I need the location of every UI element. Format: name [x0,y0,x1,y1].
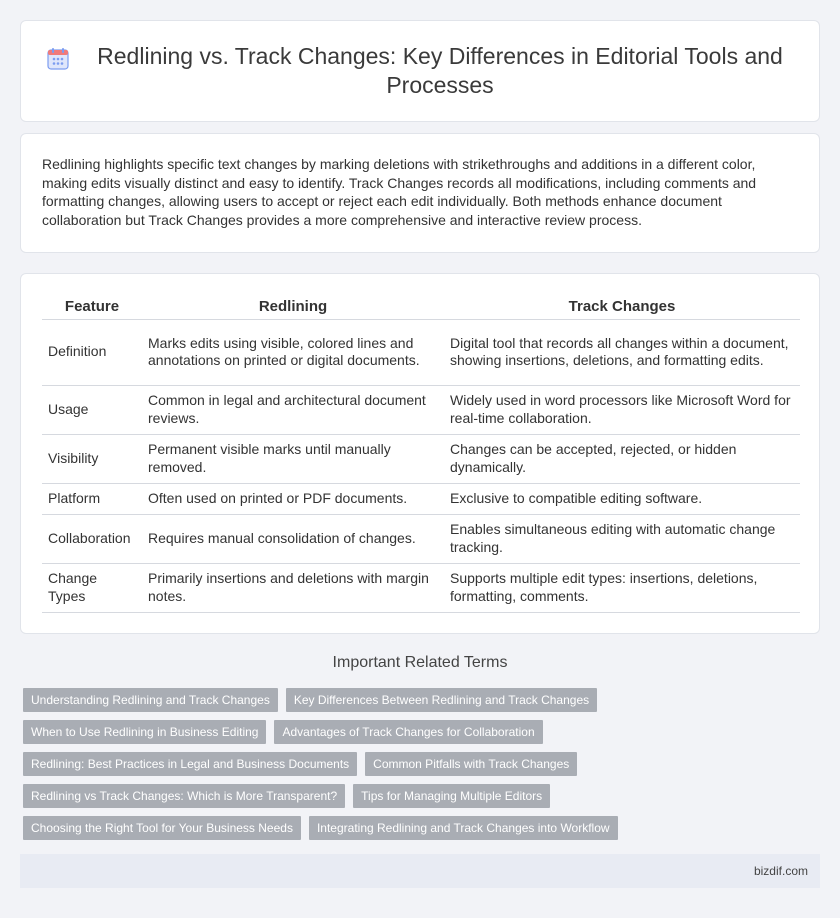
cell-feature: Change Types [42,563,142,612]
related-term-tag[interactable]: Common Pitfalls with Track Changes [365,752,577,776]
calendar-icon [47,47,69,71]
cell-redlining: Often used on printed or PDF documents. [142,483,444,514]
table-row [42,434,800,483]
cell-track-changes: Widely used in word processors like Microsoft Word for real-time collaboration. [444,385,800,434]
table-header-row [42,294,800,319]
related-term-tag[interactable]: Key Differences Between Redlining and Track Changes [286,688,597,712]
related-term-tag[interactable]: Redlining vs Track Changes: Which is More Transparent? [23,784,345,808]
header-redlining: Redlining [142,294,444,319]
cell-track-changes: Changes can be accepted, rejected, or hidden dynamically. [444,434,800,483]
cell-track-changes: Digital tool that records all changes within a document, showing insertions, deletions, and formatting edits. [444,319,800,385]
tag-row [23,720,813,744]
tag-row [23,784,813,808]
tag-row [23,688,813,712]
related-terms-title: Important Related Terms [332,654,508,671]
tag-row [23,752,813,776]
cell-feature: Platform [42,483,142,514]
table-row [42,514,800,563]
intro-card [20,133,820,253]
header-feature: Feature [42,294,142,319]
cell-track-changes: Exclusive to compatible editing software. [444,483,800,514]
related-term-tag[interactable]: Choosing the Right Tool for Your Business Needs [23,816,301,840]
table-row [42,563,800,612]
footer-site-link[interactable]: bizdif.com [753,864,808,878]
cell-redlining: Primarily insertions and deletions with margin notes. [142,563,444,612]
cell-redlining: Requires manual consolidation of changes. [142,514,444,563]
cell-track-changes: Enables simultaneous editing with automatic change tracking. [444,514,800,563]
cell-feature: Definition [42,319,142,385]
cell-redlining: Common in legal and architectural document reviews. [142,385,444,434]
table-row [42,385,800,434]
related-term-tag[interactable]: When to Use Redlining in Business Editing [23,720,266,744]
cell-track-changes: Supports multiple edit types: insertions, deletions, formatting, comments. [444,563,800,612]
page-title: Redlining vs. Track Changes: Key Differences in Editorial Tools and Processes [97,43,783,98]
related-term-tag[interactable]: Tips for Managing Multiple Editors [353,784,550,808]
related-terms-list [23,688,813,848]
cell-feature: Collaboration [42,514,142,563]
footer [20,854,820,888]
tag-row [23,816,813,840]
header-card [20,20,820,122]
comparison-table [42,294,800,613]
related-term-tag[interactable]: Advantages of Track Changes for Collaboration [274,720,542,744]
table-row [42,319,800,385]
cell-redlining: Marks edits using visible, colored lines and annotations on printed or digital documents. [142,319,444,385]
intro-text: Redlining highlights specific text changes by marking deletions with strikethroughs and additions in a different color, making edits visually distinct and easy to identify. Track Changes records all modifications, including comments and formatting changes, allowing users to accept or reject each edit individually. Both methods enhance document collaboration but Track Changes provides a more comprehensive and interactive review process. [42,156,757,228]
header-track-changes: Track Changes [444,294,800,319]
cell-feature: Visibility [42,434,142,483]
related-term-tag[interactable]: Integrating Redlining and Track Changes into Workflow [309,816,618,840]
cell-redlining: Permanent visible marks until manually removed. [142,434,444,483]
comparison-card [20,273,820,634]
related-term-tag[interactable]: Redlining: Best Practices in Legal and Business Documents [23,752,357,776]
cell-feature: Usage [42,385,142,434]
related-term-tag[interactable]: Understanding Redlining and Track Changes [23,688,278,712]
table-row [42,483,800,514]
